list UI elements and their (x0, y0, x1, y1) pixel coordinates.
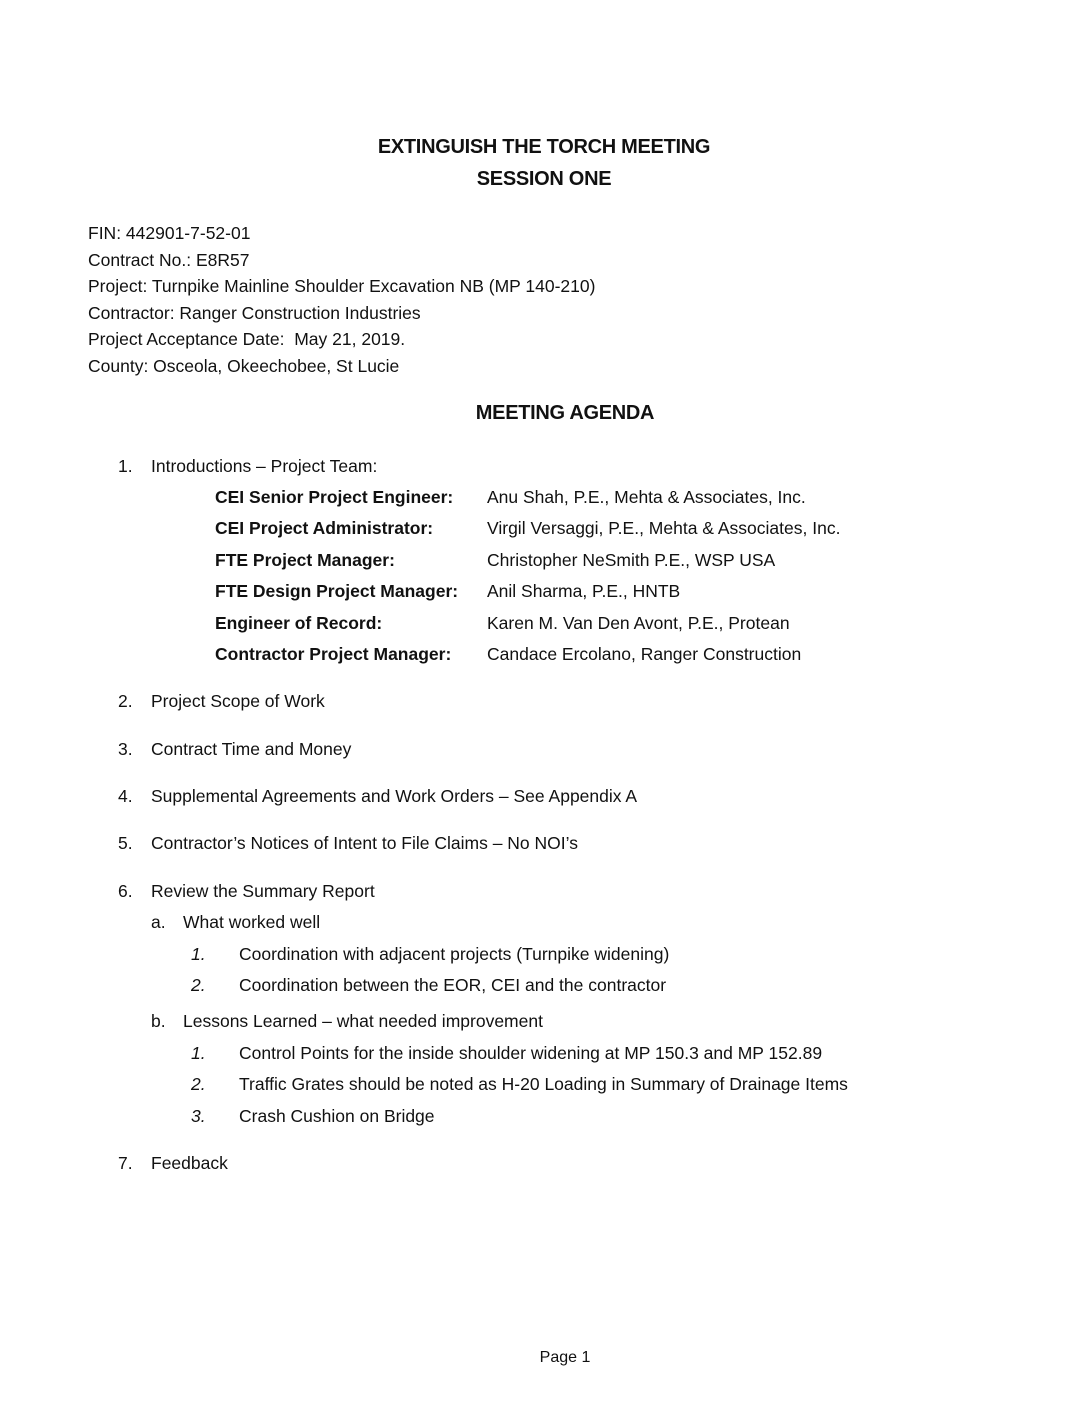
sub-sub-item-number: 2. (191, 1074, 206, 1094)
document-title: EXTINGUISH THE TORCH MEETING (377, 136, 711, 158)
agenda-item-text: Introductions – Project Team: (151, 456, 378, 476)
sub-sub-item-number: 2. (191, 975, 206, 995)
agenda-item-number: 2. (118, 691, 133, 711)
agenda-item-number: 6. (118, 881, 133, 901)
team-role: FTE Design Project Manager: (215, 581, 459, 601)
document-subtitle: SESSION ONE (476, 168, 612, 190)
team-role: Engineer of Record: (215, 613, 383, 633)
team-member: Christopher NeSmith P.E., WSP USA (487, 550, 776, 570)
team-member: Anil Sharma, P.E., HNTB (487, 581, 681, 601)
agenda-item-text: Project Scope of Work (151, 691, 325, 711)
sub-item-text: What worked well (183, 912, 321, 932)
agenda-item-text: Feedback (151, 1153, 228, 1173)
sub-sub-item-number: 1. (191, 944, 206, 964)
acceptance-date-line: Project Acceptance Date: May 21, 2019. (88, 329, 406, 349)
project-line: Project: Turnpike Mainline Shoulder Excavation NB (MP 140-210) (88, 276, 596, 296)
sub-item-letter: b. (151, 1011, 166, 1031)
team-role: FTE Project Manager: (215, 550, 395, 570)
agenda-heading: MEETING AGENDA (475, 402, 655, 424)
sub-item-letter: a. (151, 912, 166, 932)
contract-number-line: Contract No.: E8R57 (88, 249, 250, 270)
agenda-item-text: Supplemental Agreements and Work Orders – See Appendix A (151, 786, 638, 806)
sub-sub-item-number: 3. (191, 1106, 206, 1126)
sub-sub-item-number: 1. (191, 1043, 206, 1063)
team-member: Virgil Versaggi, P.E., Mehta & Associates, Inc. (487, 518, 841, 538)
team-role: CEI Project Administrator: (215, 518, 434, 538)
agenda-item-number: 4. (118, 786, 133, 806)
agenda-item-number: 3. (118, 739, 133, 759)
team-member: Anu Shah, P.E., Mehta & Associates, Inc. (487, 487, 806, 507)
sub-item-text: Lessons Learned – what needed improvement (183, 1011, 543, 1031)
agenda-item-text: Contractor’s Notices of Intent to File Claims – No NOI’s (151, 833, 578, 853)
project-info-block (88, 220, 595, 379)
agenda-item-number: 1. (118, 456, 133, 476)
team-member: Karen M. Van Den Avont, P.E., Protean (487, 613, 790, 633)
page-number: Page 1 (539, 1349, 591, 1366)
sub-sub-item-text: Control Points for the inside shoulder widening at MP 150.3 and MP 152.89 (239, 1043, 823, 1063)
county-line: County: Osceola, Okeechobee, St Lucie (88, 355, 400, 376)
sub-sub-item-text: Crash Cushion on Bridge (239, 1106, 435, 1126)
contractor-line: Contractor: Ranger Construction Industries (88, 302, 421, 323)
team-member: Candace Ercolano, Ranger Construction (487, 644, 802, 664)
team-role: Contractor Project Manager: (215, 644, 452, 664)
team-role: CEI Senior Project Engineer: (215, 487, 454, 507)
agenda-item-text: Contract Time and Money (151, 739, 352, 759)
agenda-item-number: 5. (118, 833, 133, 853)
sub-sub-item-text: Coordination with adjacent projects (Turnpike widening) (239, 944, 670, 964)
sub-sub-item-text: Traffic Grates should be noted as H-20 Loading in Summary of Drainage Items (239, 1074, 848, 1094)
agenda-item-text: Review the Summary Report (151, 881, 375, 901)
agenda-item-number: 7. (118, 1153, 133, 1173)
sub-sub-item-text: Coordination between the EOR, CEI and the contractor (239, 975, 667, 995)
fin-line: FIN: 442901-7-52-01 (88, 223, 251, 243)
